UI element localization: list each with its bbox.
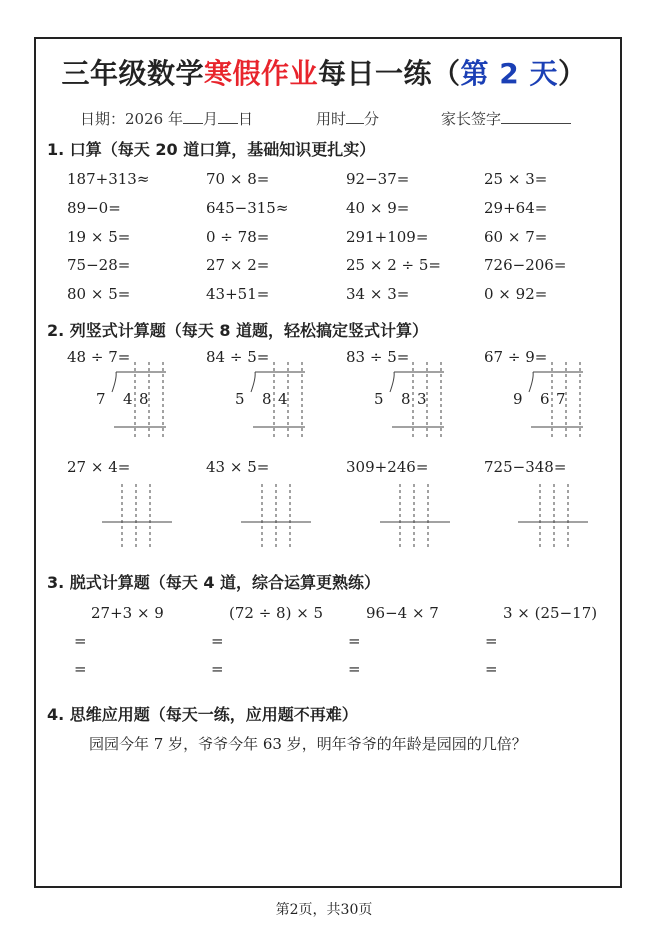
oral-problem: 0 × 92= (484, 285, 548, 303)
oral-problem: 34 × 3= (346, 285, 410, 303)
expression: (72 ÷ 8) × 5 (229, 604, 324, 622)
oral-problem: 726−206= (484, 256, 567, 274)
dividend-digit: 8 (139, 390, 149, 408)
equals-sign: = (211, 660, 224, 678)
divisor-3: 5 (374, 390, 384, 408)
dividend-digit: 3 (417, 390, 427, 408)
oral-problem: 19 × 5= (67, 228, 131, 246)
oral-problem: 92−37= (346, 170, 410, 188)
dividend-digit: 4 (123, 390, 133, 408)
parent-signature-field[interactable]: 家长签字 (441, 108, 571, 129)
equals-sign: = (348, 660, 361, 678)
dividend-digit: 8 (262, 390, 272, 408)
oral-problem: 60 × 7= (484, 228, 548, 246)
section2-heading: 2. 列竖式计算题（每天 8 道题，轻松搞定竖式计算） (47, 321, 429, 340)
divisor-2: 5 (235, 390, 245, 408)
division-problem: 48 ÷ 7= (67, 348, 131, 366)
dividend-digit: 7 (556, 390, 566, 408)
date-field[interactable]: 日期：2026 年 月 日 (80, 110, 253, 128)
equals-sign: = (74, 660, 87, 678)
worksheet-title: 三年级数学寒假作业每日一练（第 2 天） (61, 57, 587, 90)
oral-problem: 43+51= (206, 285, 270, 303)
expression: 96−4 × 7 (366, 604, 439, 622)
divisor-1: 7 (96, 390, 106, 408)
word-problem: 园园今年 7 岁，爷爷今年 63 岁，明年爷爷的年龄是园园的几倍？ (89, 735, 527, 753)
oral-problem: 187+313≈ (67, 170, 150, 188)
oral-problem: 80 × 5= (67, 285, 131, 303)
equals-sign: = (348, 632, 361, 650)
equals-sign: = (74, 632, 87, 650)
page-number: 第2页，共30页 (275, 902, 373, 918)
oral-problem: 291+109= (346, 228, 429, 246)
divisor-4: 9 (513, 390, 523, 408)
oral-problem: 40 × 9= (346, 199, 410, 217)
dividend-digit: 8 (401, 390, 411, 408)
oral-problem: 89−0= (67, 199, 121, 217)
equals-sign: = (211, 632, 224, 650)
vertical-problem: 43 × 5= (206, 458, 270, 476)
section4-heading: 4. 思维应用题（每天一练，应用题不再难） (47, 705, 358, 724)
division-problem: 83 ÷ 5= (346, 348, 410, 366)
dividend-digit: 6 (540, 390, 550, 408)
division-problem: 84 ÷ 5= (206, 348, 270, 366)
oral-problem: 29+64= (484, 199, 548, 217)
oral-problem: 75−28= (67, 256, 131, 274)
oral-problem: 25 × 2 ÷ 5= (346, 256, 441, 274)
oral-problem: 27 × 2= (206, 256, 270, 274)
equals-sign: = (485, 660, 498, 678)
expression: 27+3 × 9 (91, 604, 164, 622)
vertical-problem: 309+246= (346, 458, 429, 476)
oral-problem: 645−315≈ (206, 199, 289, 217)
oral-problem: 0 ÷ 78= (206, 228, 270, 246)
expression: 3 × (25−17) (503, 604, 598, 622)
oral-problem: 25 × 3= (484, 170, 548, 188)
section1-heading: 1. 口算（每天 20 道口算，基础知识更扎实） (47, 140, 376, 159)
dividend-digit: 4 (278, 390, 288, 408)
vertical-problem: 27 × 4= (67, 458, 131, 476)
oral-problem: 70 × 8= (206, 170, 270, 188)
section3-heading: 3. 脱式计算题（每天 4 道，综合运算更熟练） (47, 573, 381, 592)
vertical-problem: 725−348= (484, 458, 567, 476)
equals-sign: = (485, 632, 498, 650)
time-field[interactable]: 用时 分 (316, 110, 380, 128)
division-problem: 67 ÷ 9= (484, 348, 548, 366)
